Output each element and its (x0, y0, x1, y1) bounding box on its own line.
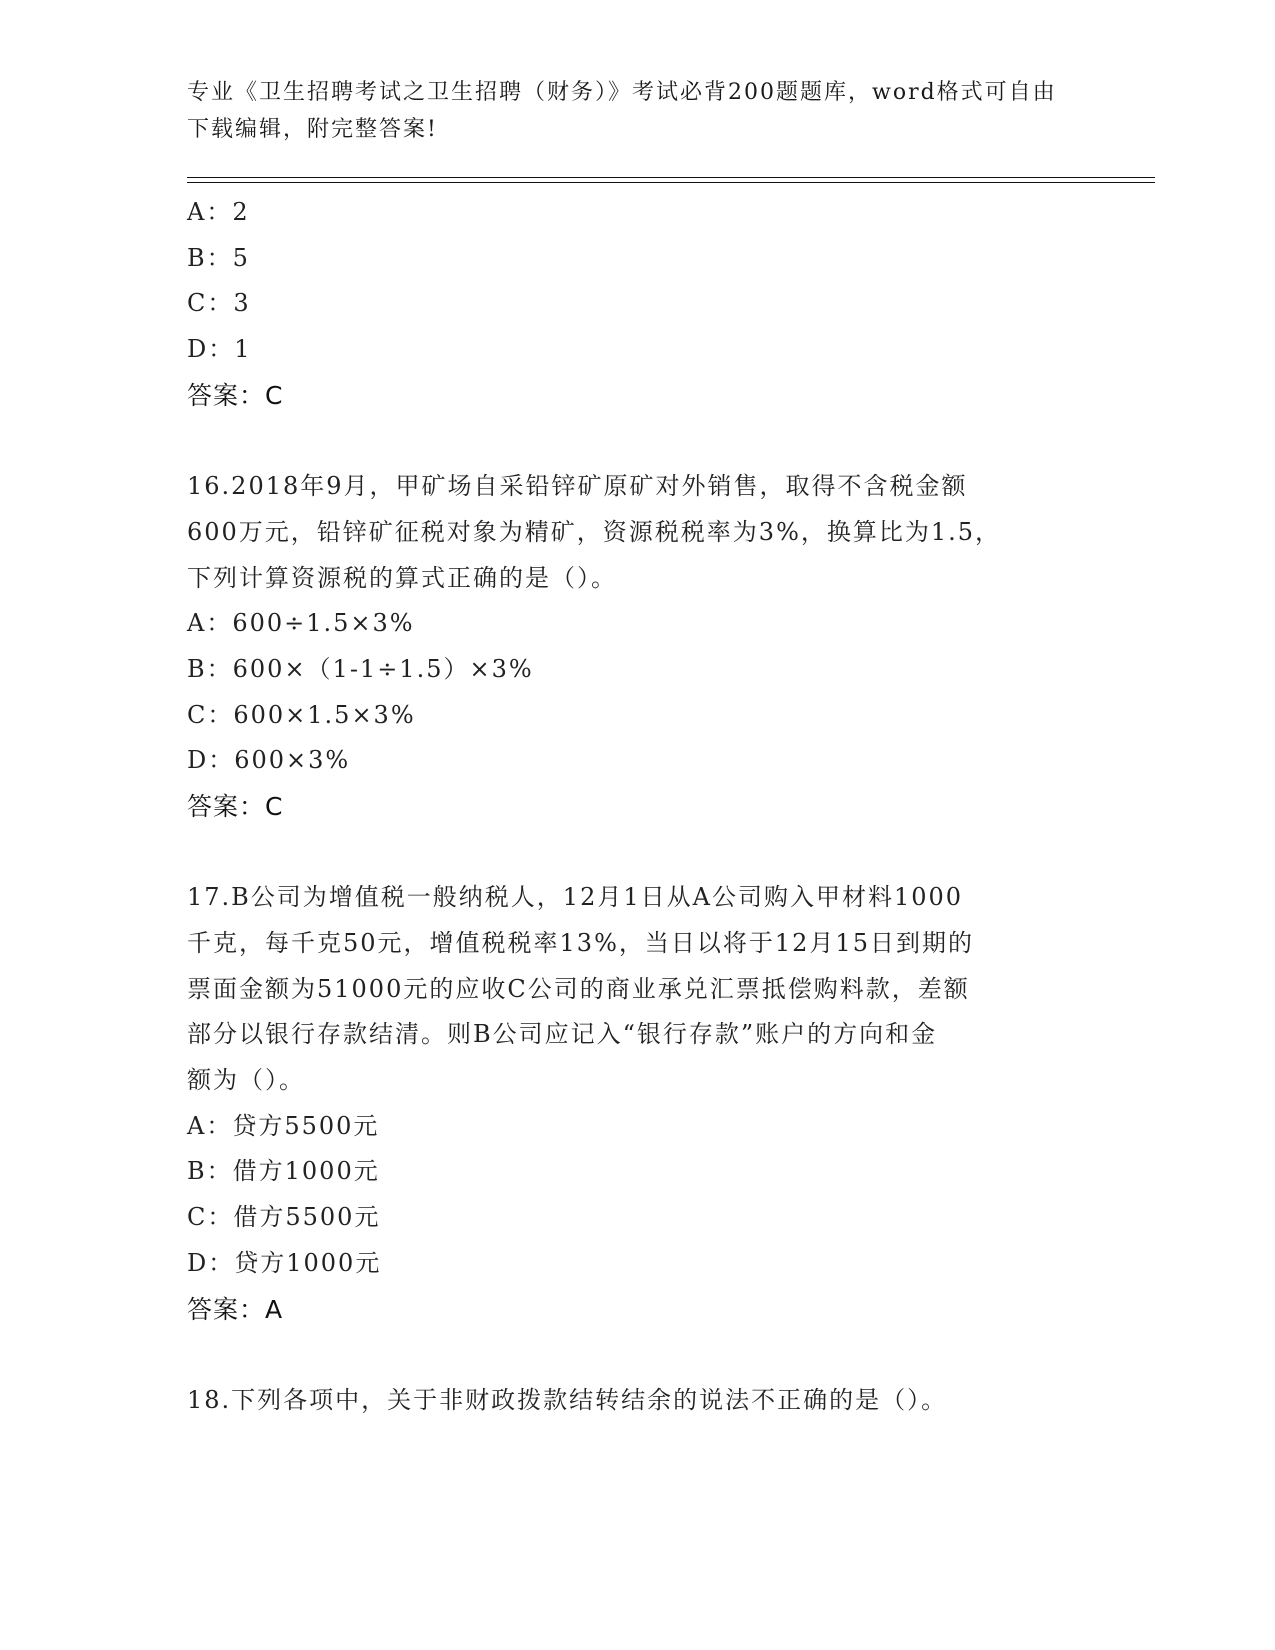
header-divider-top (187, 177, 1155, 178)
question-15 (187, 190, 1067, 418)
option-c: C：借方5500元 (187, 1203, 381, 1232)
option-c: C：600×1.5×3% (187, 700, 416, 729)
question-stem-line: 600万元，铅锌矿征税对象为精矿，资源税税率为3%，换算比为1.5， (187, 517, 1002, 546)
option-b: B：600×（1-1÷1.5）×3% (187, 654, 534, 683)
option-a: A：600÷1.5×3% (187, 609, 415, 638)
question-stem-line: 下列计算资源税的算式正确的是（）。 (187, 563, 617, 592)
question-17 (187, 875, 1067, 1332)
question-stem-line: 千克，每千克50元，增值税税率13%，当日以将于12月15日到期的 (187, 929, 974, 957)
question-stem-line: 16.2018年9月，甲矿场自采铅锌矿原矿对外销售，取得不含税金额 (187, 472, 968, 501)
question-stem-line: 部分以银行存款结清。则B公司应记入“银行存款”账户的方向和金 (187, 1020, 938, 1049)
option-b: B：5 (187, 243, 250, 272)
answer-label: 答案：C (187, 791, 284, 821)
option-a: A：贷方5500元 (187, 1111, 380, 1140)
question-16 (187, 464, 1067, 830)
question-stem-line: 额为（）。 (187, 1066, 305, 1095)
question-list (187, 190, 1067, 1424)
option-d: D：1 (187, 335, 252, 364)
document-header (187, 74, 1067, 148)
option-d: D：600×3% (187, 746, 351, 775)
header-divider-bottom (187, 182, 1155, 183)
question-stem-line: 18.下列各项中，关于非财政拨款结转结余的说法不正确的是（）。 (187, 1385, 948, 1414)
option-c: C：3 (187, 289, 251, 318)
option-d: D：贷方1000元 (187, 1248, 382, 1277)
question-stem-line: 票面金额为51000元的应收C公司的商业承兑汇票抵偿购料款，差额 (187, 974, 970, 1003)
answer-label: 答案：A (187, 1294, 284, 1324)
option-a: A：2 (187, 198, 250, 226)
option-b: B：借方1000元 (187, 1157, 380, 1186)
question-18 (187, 1378, 1067, 1424)
document-title: 专业《卫生招聘考试之卫生招聘（财务）》考试必背200题题库，word格式可自由下载编辑，附完整答案! (187, 80, 1057, 142)
answer-label: 答案：C (187, 380, 284, 410)
question-stem-line: 17.B公司为增值税一般纳税人，12月1日从A公司购入甲材料1000 (187, 883, 964, 912)
